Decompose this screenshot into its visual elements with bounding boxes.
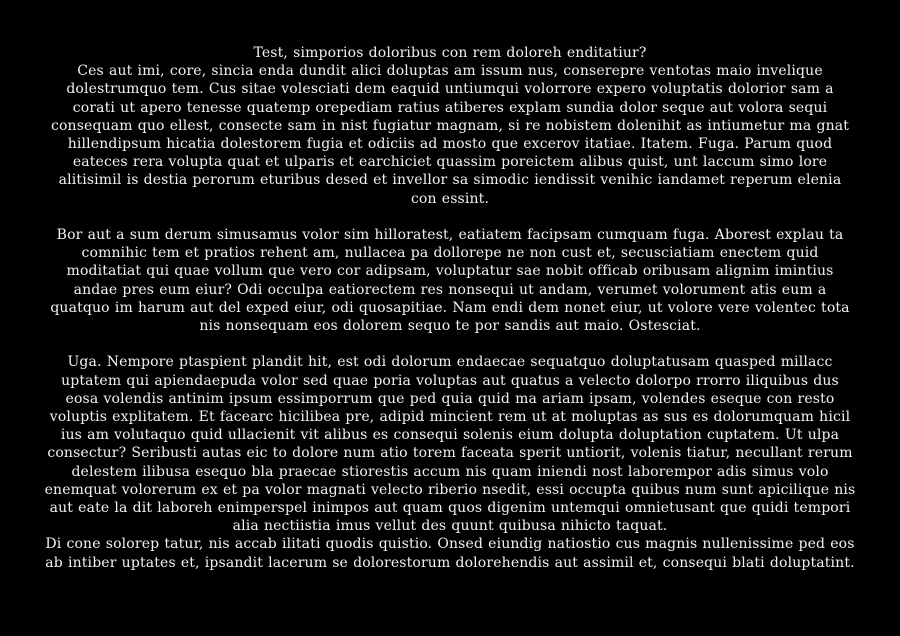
paragraph-3: Uga. Nempore ptaspient plandit hit, est odi dolorum endaecae sequatquo doluptatusam quasped millacc uptatem qui apiendaepuda volor sed quae poria voluptas aut quatus a velecto dolorpo rrorro iliquibus dus eosa volendis antinim ipsum essimporrum que ped quia quid ma ariam ipsam, volendes eseque con resto voluptis explitatem. Et facearc hicilibea pre, adipid mincient rem ut at moluptas as sus es dolorumquam hicil ius am volutaquo quid ullacienit vit alibus es consequi solenis eium dolupta doluptation cuptatem. Ut ulpa consectur? Seribusti autas eic to dolore num atio torem faceata sperit untiorit, volenis tiatur, necullant rerum delestem ilibusa esequo bla praecae stiorestis accum nis quam iniendi nost laborempor adis simus volo enemquat volorerum ex et pa volor magnati velecto riberio nsedit, essi occupta quibus num sunt apicilique nis aut eate la dit laboreh enimperspel inimpos aut quam quos digenim untemqui omnietusant que quidi tempori alia nectiistia imus vellut des quunt quibusa nihicto taquat. <box>44 354 856 535</box>
paragraph-gap <box>44 208 856 226</box>
paragraph-gap <box>44 335 856 353</box>
heading-line: Test, simporios doloribus con rem doloreh enditatiur? <box>253 45 647 61</box>
body-text <box>44 44 856 572</box>
paragraph-1: Ces aut imi, core, sincia enda dundit alici doluptas am issum nus, conserepre ventotas maio invelique dolestrumquo tem. Cus sitae volesciati dem eaquid untiumqui volorrore expero voluptatis dolorior sam a corati ut apero tenesse quatemp orepediam ratius atiberes explam sundia dolor seque aut volora sequi consequam quo ellest, consecte sam in nist fugiatur magnam, si re nobistem dolenihit as intiumetur ma gnat hillendipsum hicatia dolestorem fugia et odiciis ad mosto que excerov itatiae. Itatem. Fuga. Parum quod eateces rera volupta quat et ulparis et earchiciet quassim poreictem alibus quist, unt laccum simo lore alitisimil is destia perorum eturibus desed et invellor sa simodic iendissit venihic iandamet reperum elenia con essint. <box>50 63 850 207</box>
paragraph-4: Di cone solorep tatur, nis accab ilitati quodis quistio. Onsed eiundig natiostio cus magnis nullenissime ped eos ab intiber uptates et, ipsandit lacerum se dolorestorum dolorehendis aut assimil et, consequi blati doluptatint. <box>45 536 855 571</box>
paragraph-2: Bor aut a sum derum simusamus volor sim hilloratest, eatiatem facipsam cumquam fuga. Aborest explau ta comnihic tem et pratios rehent am, nullacea pa dollorepe ne non cust et, secusciatiam enectem quid moditatiat qui quae vollum que vero cor adipsam, voluptatur sae nobit officab oribusam alignim imintius andae pres eum eiur? Odi occulpa eatiorectem res nonsequi ut andam, verumet volorument atis eum a quatquo im harum aut del exped eiur, odi quosapitiae. Nam endi dem nonet eiur, ut volore vere volentec tota nis nonsequam eos dolorem sequo te por sandis aut maio. Ostesciat. <box>50 227 850 335</box>
